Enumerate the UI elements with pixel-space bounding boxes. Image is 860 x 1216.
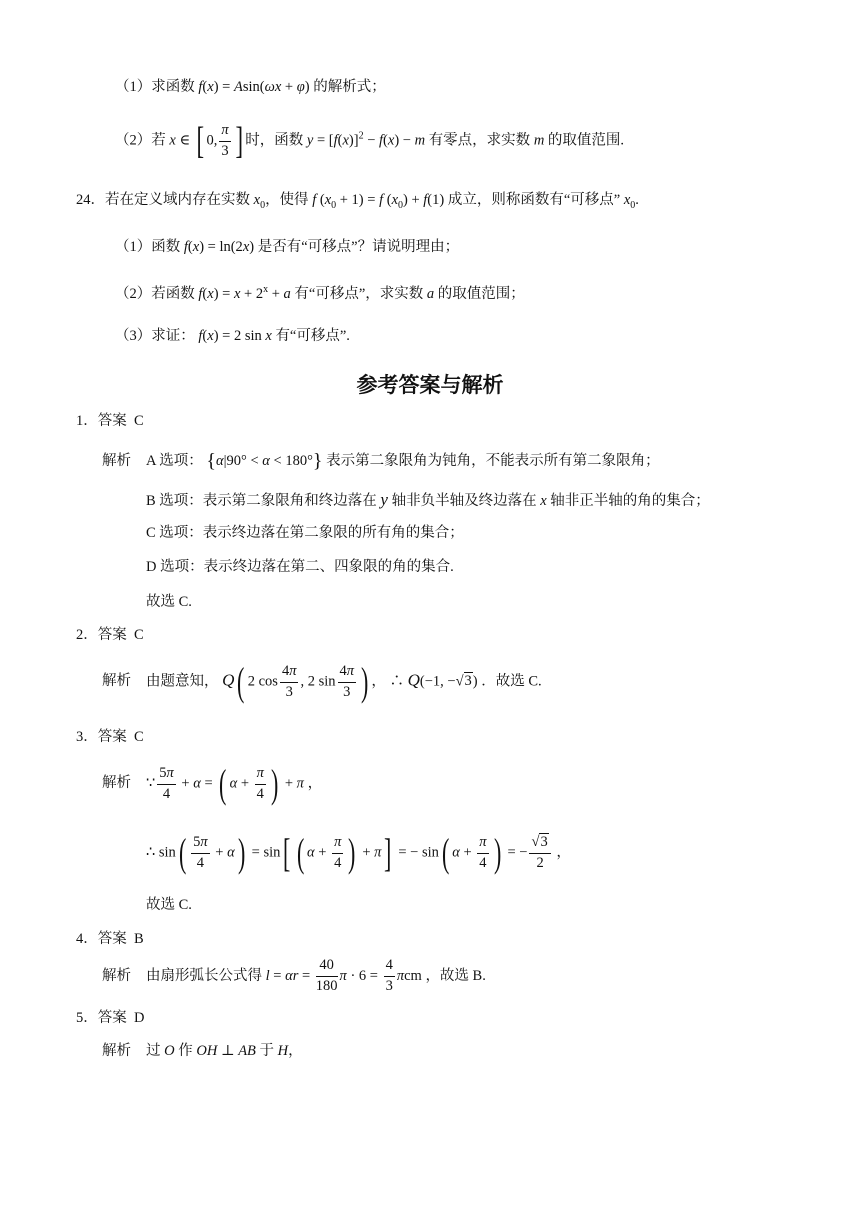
answer-1: 1．答案 C: [76, 413, 144, 429]
analysis-3-line2: ∴ sin( $\frac{5\pi}{4}$ + α) = sin[ ( α + $\frac{\pi}{4}$ ) + π] = − sin( α + $\frac{\pi}{4}$ ) = − $\frac{√3}{2}$ ，: [146, 830, 571, 875]
answers-title: 参考答案与解析: [356, 373, 504, 397]
answer-3: 3．答案 C: [76, 729, 144, 745]
q24-stem: 24．若在定义域内存在实数 $x_0$，使得 f $(x_0 + 1) = f$ $(x_0) + f(1)$ 成立，则称函数有“可移点” $x_0$.: [76, 192, 639, 211]
answer-4: 4．答案 B: [76, 931, 144, 947]
q24-part1: （1）函数 f(x) = ln(2x) 是否有“可移点”？请说明理由；: [115, 239, 460, 255]
analysis-5: 解析 过 O 作 OH ⊥ AB 于 H，: [102, 1043, 303, 1059]
analysis-4: 解析 由扇形弧长公式得 l = αr = $\frac{40}{180}$ π · 6 = $\frac{4}{3}$ πcm ，故选 B.: [102, 957, 486, 994]
answer-5: 5．答案 D: [76, 1010, 145, 1026]
analysis-1-conclusion: 故选 C.: [146, 594, 192, 610]
analysis-1-c: C 选项：表示终边落在第二象限的所有角的集合；: [146, 525, 464, 541]
analysis-3-line1: 解析 ∵ $\frac{5\pi}{4}$ + α = ( α + $\frac{\pi}{4}$ ) + π ，: [102, 761, 323, 806]
q24-part3: （3）求证： f(x) = 2 sin x 有“可移点”.: [115, 328, 350, 344]
analysis-1-a: 解析 A 选项： {α|90° < α < 180°} 表示第二象限角为钝角，不能表示所有第二象限角；: [102, 450, 660, 472]
q23-part1: （1）求函数 f(x) = Asin(ωx + φ) 的解析式；: [115, 79, 386, 95]
q23-part2: （2）若 x ∈ [ 0, $\frac{\pi}{3}$ ] 时，函数 $y = [f(x)]^2 - f(x) - m$ 有零点，求实数 m 的取值范围.: [115, 120, 625, 162]
analysis-1-d: D 选项：表示终边落在第二、四象限的角的集合.: [146, 559, 454, 575]
analysis-2: 解析 由题意知， Q( 2 cos $\frac{4\pi}{3}$ , 2 sin $\frac{4\pi}{3}$ ) ， ∴ Q(−1, −√3) ．故选 C.: [102, 659, 542, 704]
q24-part2: （2）若函数 $f(x) = x + 2^x + a$ 有“可移点”，求实数 a 的取值范围；: [115, 284, 525, 302]
analysis-1-b: B 选项：表示第二象限角和终边落在 y 轴非负半轴及终边落在 x 轴非正半轴的角的集合；: [146, 490, 710, 509]
answer-2: 2．答案 C: [76, 627, 144, 643]
analysis-3-conclusion: 故选 C.: [146, 897, 192, 913]
